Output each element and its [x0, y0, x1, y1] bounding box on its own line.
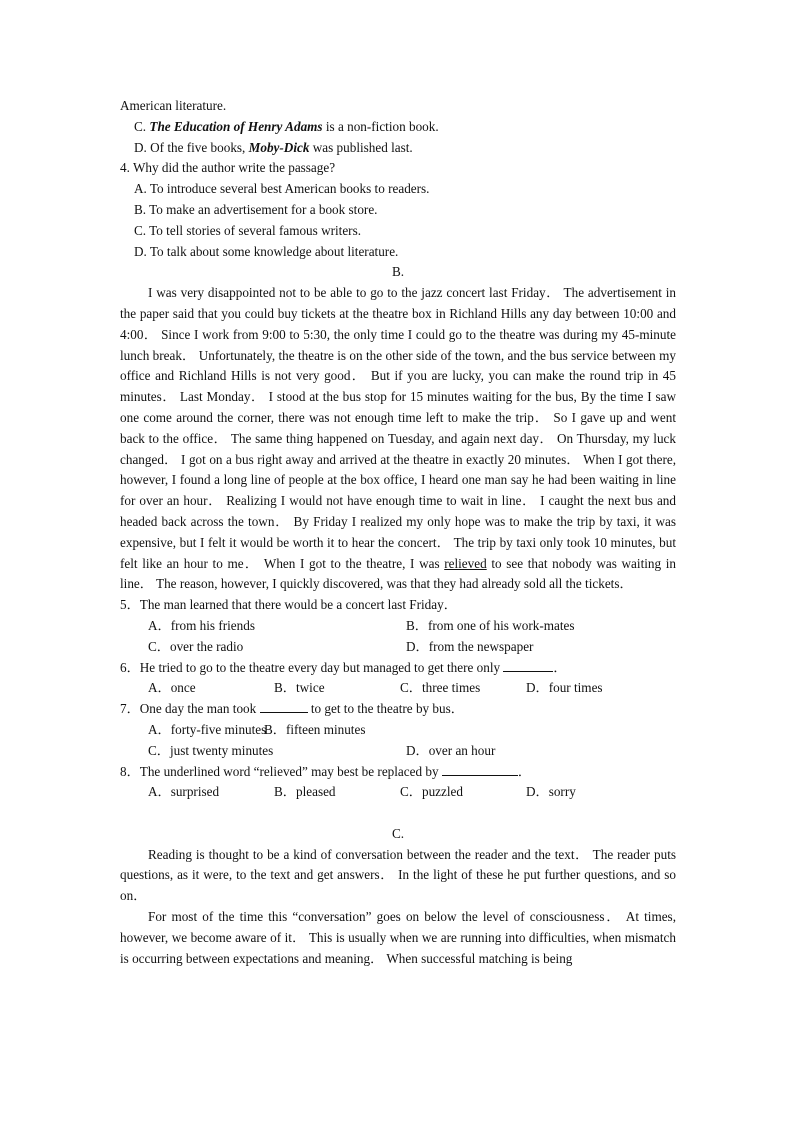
q8-stem: 8．The underlined word “relieved” may best be replaced by ．	[120, 763, 532, 779]
q5-option-b: B．from one of his work-mates	[406, 617, 575, 633]
q8-option-b: B．pleased	[274, 784, 336, 800]
answer-blank	[260, 700, 308, 713]
q8-options-row	[120, 782, 676, 803]
q7-option-c: C．just twenty minutes	[148, 742, 274, 758]
q4-option-d: D. To talk about some knowledge about literature.	[134, 243, 399, 259]
exam-page	[120, 96, 676, 969]
book-title: Moby-Dick	[248, 139, 310, 155]
q6-option-a: A．once	[148, 680, 196, 696]
q5-stem: 5．The man learned that there would be a concert last Friday．	[120, 597, 457, 613]
q3-continuation-line: American literature.	[120, 98, 227, 113]
q7-option-a: A．forty-five minutes	[148, 721, 267, 737]
q6-option-d: D．four times	[526, 680, 603, 696]
q8-option-c: C．puzzled	[400, 784, 463, 800]
q6-option-c: C．three times	[400, 680, 481, 696]
passage-c-heading: C.	[391, 825, 405, 841]
passage-c-paragraph-1: Reading is thought to be a kind of conversation between the reader and the text． The reader puts questions, as it were, to the text and get answers． In the light of these he put further questions, and so on．	[120, 846, 676, 904]
answer-blank	[442, 763, 518, 776]
spacer	[120, 803, 676, 824]
q7-options-row-1	[120, 720, 676, 741]
q6-option-b: B．twice	[274, 680, 325, 696]
q4-option-a: A. To introduce several best American books to readers.	[134, 181, 430, 197]
answer-blank	[503, 659, 553, 672]
q4-option-b: B. To make an advertisement for a book store.	[134, 201, 378, 217]
passage-b-heading: B.	[391, 264, 405, 280]
q5-option-d: D．from the newspaper	[406, 638, 534, 654]
q7-option-d: D．over an hour	[406, 742, 496, 758]
q5-option-a: A．from his friends	[148, 617, 255, 633]
q3-option-d: D. Of the five books, Moby-Dick was published last.	[134, 139, 413, 155]
q3-option-c: C. The Education of Henry Adams is a non-fiction book.	[134, 118, 439, 134]
q7-option-b: B．fifteen minutes	[264, 721, 366, 737]
q6-options-row	[120, 678, 676, 699]
passage-b-text: I was very disappointed not to be able to go to the jazz concert last Friday． The advertisement in the paper said that you could buy tickets at the theatre box in Richland Hills any day between 10:00 and 4:00． Since I work from 9:00 to 5:30, the only time I could go to the theatre was during my 45-minute lunch break． Unfortunately, the theatre is on the other side of the town, and the bus service between my office and Richland Hills is not very good． But if you are lucky, you can make the round trip in 45 minutes． Last Monday． I stood at the bus stop for 15 minutes waiting for the bus, By the time I saw one come around the corner, there was not enough time left to make the trip． So I gave up and went back to the office． The same thing happened on Tuesday, and again next day． On Thursday, my luck changed． I got on a bus right away and arrived at the theatre in exactly 20 minutes． When I got there, however, I found a long line of people at the box office, I heard one man say he had been waiting in line for over an hour． Realizing I would not have enough time to wait in line． I caught the next bus and headed back across the town． By Friday I realized my only hope was to make the trip by taxi, it was expensive, but I felt it would be worth it to hear the concert． The trip by taxi only took 10 minutes, but felt like an hour to me． When I got to the theatre, I was relieved to see that nobody was waiting in line． The reason, however, I quickly discovered, was that they had already sold all the tickets．	[120, 285, 676, 592]
q6-stem: 6．He tried to go to the theatre every day but managed to get there only ．	[120, 659, 567, 675]
q7-options-row-2	[120, 741, 676, 762]
q8-option-a: A．surprised	[148, 784, 220, 800]
book-title: The Education of Henry Adams	[149, 118, 323, 134]
q5-options-row-2	[120, 637, 676, 658]
underlined-word: relieved	[444, 555, 487, 571]
q7-stem: 7．One day the man took to get to the theatre by bus．	[120, 701, 464, 717]
passage-c-paragraph-2: For most of the time this “conversation” goes on below the level of consciousness． At times, however, we become aware of it． This is usually when we are running into difficulties, when mismatch is occurring between expectations and meaning． When successful matching is being	[120, 909, 676, 966]
q5-options-row-1	[120, 616, 676, 637]
q4-stem: 4. Why did the author write the passage?	[120, 160, 336, 176]
q8-option-d: D．sorry	[526, 784, 576, 800]
q4-option-c: C. To tell stories of several famous writers.	[134, 222, 362, 238]
q5-option-c: C．over the radio	[148, 638, 244, 654]
